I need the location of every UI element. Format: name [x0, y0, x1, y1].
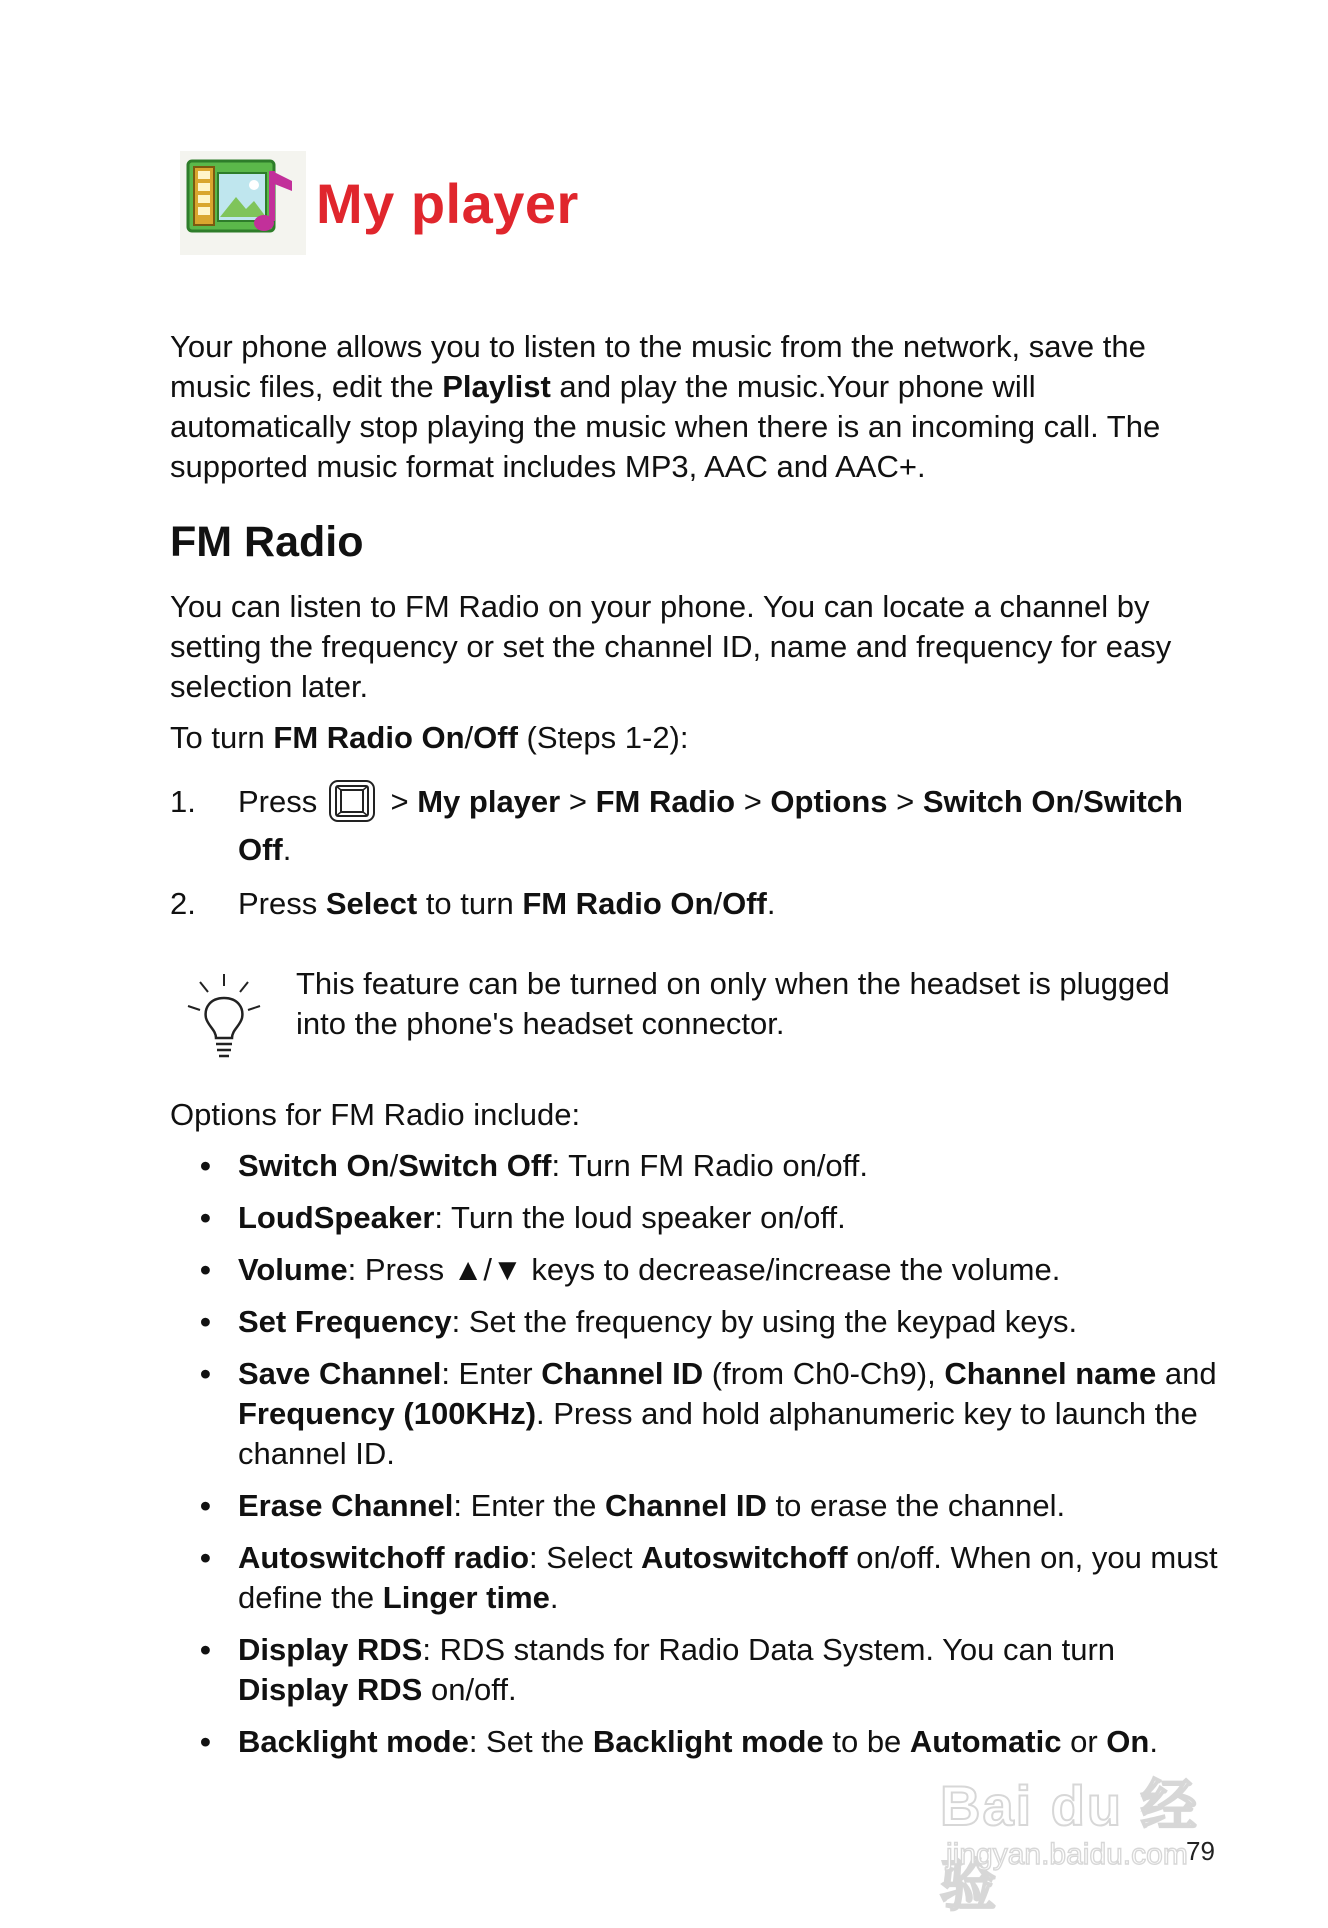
list-item: • Display RDS: RDS stands for Radio Data System. You can turn Display RDS on/off. [200, 1632, 1116, 1707]
step-text: Press Select to turn FM Radio On/Off. [238, 886, 776, 921]
list-item: • Switch On/Switch Off: Turn FM Radio on/off. [200, 1148, 868, 1183]
menu-key-icon [328, 779, 376, 823]
lightbulb-icon [186, 970, 262, 1066]
intro-playlist: Playlist [442, 369, 551, 404]
intro-text-2: and play the music.Your phone will automatically stop playing the music when there is an incoming call. The supported music format includes MP3, AAC and AAC+. [170, 369, 1161, 484]
page-header [180, 148, 579, 258]
watermark-url: jingyan.baidu.com [946, 1838, 1188, 1871]
list-item: • Autoswitchoff radio: Select Autoswitchoff on/off. When on, you must define the Linger time. [200, 1540, 1218, 1615]
note-text: This feature can be turned on only when the headset is plugged into the phone's headset connector. [296, 966, 1170, 1041]
list-item: • Backlight mode: Set the Backlight mode to be Automatic or On. [200, 1724, 1158, 1759]
watermark-logo: Bai du 经验 [940, 1774, 1199, 1917]
list-item: • Set Frequency: Set the frequency by using the keypad keys. [200, 1304, 1078, 1339]
page-title: My player [316, 171, 579, 235]
step-text: Press > My player > FM Radio > Options > Switch On/Switch Off. [238, 778, 1228, 874]
section-title-fm-radio: FM Radio [170, 518, 364, 566]
options-intro: Options for FM Radio include: [170, 1097, 581, 1132]
step-number: 1. [170, 784, 196, 819]
intro-text-1: Your phone allows you to listen to the music from the network, save the music files, edit the [170, 329, 1146, 404]
list-item: • Volume: Press ▲/▼ keys to decrease/increase the volume. [200, 1252, 1061, 1287]
my-player-icon [180, 151, 306, 255]
options-list [170, 1146, 1230, 1774]
page-number: 79 [1186, 1836, 1215, 1866]
list-item: • LoudSpeaker: Turn the loud speaker on/off. [200, 1200, 846, 1235]
turn-on-off-line: To turn FM Radio On/Off (Steps 1-2): [170, 720, 689, 755]
intro-paragraph [170, 327, 1220, 487]
list-item: • Erase Channel: Enter the Channel ID to erase the channel. [200, 1488, 1066, 1523]
step-number: 2. [170, 886, 196, 921]
list-item: • Save Channel: Enter Channel ID (from Ch0-Ch9), Channel name and Frequency (100KHz). Press and hold alphanumeric key to launch the channel ID. [200, 1356, 1217, 1471]
fm-intro-paragraph: You can listen to FM Radio on your phone. You can locate a channel by setting the frequency or set the channel ID, name and frequency for easy selection later. [170, 589, 1172, 704]
